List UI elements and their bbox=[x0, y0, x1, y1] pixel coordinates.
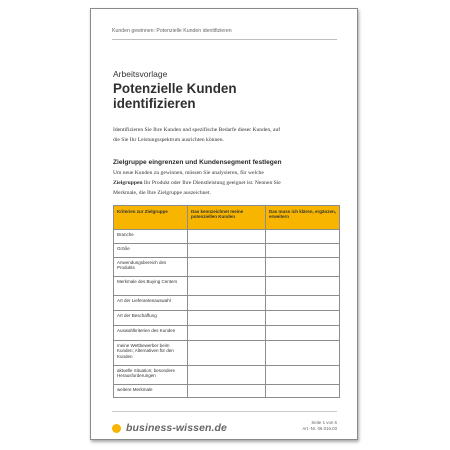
row-label: weitere Merkmale bbox=[114, 385, 188, 398]
input-cell[interactable] bbox=[188, 296, 266, 311]
column-header-clarify: Das muss ich klären, ergänzen, erweitern bbox=[266, 206, 340, 230]
row-label: aktuelle Situation; besondere Herausforderungen bbox=[114, 366, 188, 385]
input-cell[interactable] bbox=[188, 326, 266, 341]
row-label: Auswahlkriterien des Kunden bbox=[114, 326, 188, 341]
input-cell[interactable] bbox=[266, 311, 340, 326]
table-row bbox=[114, 258, 340, 277]
table-row bbox=[114, 230, 340, 244]
criteria-table bbox=[113, 205, 340, 398]
column-header-characteristics: Das kennzeichnet meine potenziellen Kunden bbox=[188, 206, 266, 230]
table-row bbox=[114, 326, 340, 341]
body-line-2 bbox=[113, 179, 333, 189]
intro-paragraph bbox=[113, 126, 323, 145]
input-cell[interactable] bbox=[188, 277, 266, 296]
row-label: meine Wettbewerber beim Kunden; Alternativen für den Kunden bbox=[114, 341, 188, 366]
input-cell[interactable] bbox=[266, 366, 340, 385]
table-row bbox=[114, 385, 340, 398]
title-line-1: Potenzielle Kunden bbox=[113, 81, 237, 96]
section-paragraph bbox=[113, 169, 333, 198]
column-header-criteria: Kriterien zur Zielgruppe bbox=[114, 206, 188, 230]
article-number: Art.-Nr. 06.016.03 bbox=[302, 426, 337, 432]
input-cell[interactable] bbox=[266, 341, 340, 366]
input-cell[interactable] bbox=[188, 366, 266, 385]
table-row bbox=[114, 296, 340, 311]
document-page bbox=[90, 8, 358, 440]
input-cell[interactable] bbox=[188, 341, 266, 366]
footer-divider bbox=[112, 411, 337, 412]
title-line-2: identifizieren bbox=[113, 96, 196, 111]
page-number: Seite 1 von 6 bbox=[311, 420, 337, 425]
table-row bbox=[114, 277, 340, 296]
table-row bbox=[114, 244, 340, 258]
table-row bbox=[114, 341, 340, 366]
body-line-3: Merkmale, die Ihre Zielgruppe auszeichnet. bbox=[113, 189, 211, 196]
body-keyword: Zielgruppen bbox=[113, 179, 143, 186]
document-title bbox=[113, 81, 237, 111]
input-cell[interactable] bbox=[188, 244, 266, 258]
input-cell[interactable] bbox=[188, 311, 266, 326]
table-header-row bbox=[114, 206, 340, 230]
section-heading: Zielgruppe eingrenzen und Kundensegment festlegen bbox=[113, 159, 282, 166]
row-label: Größe bbox=[114, 244, 188, 258]
body-line-2-rest: Ihr Produkt oder Ihre Dienstleistung geeignet ist. Nennen Sie bbox=[142, 179, 281, 186]
input-cell[interactable] bbox=[266, 230, 340, 244]
input-cell[interactable] bbox=[188, 258, 266, 277]
row-label: Merkmale des Buying Centers bbox=[114, 277, 188, 296]
input-cell[interactable] bbox=[266, 244, 340, 258]
header-divider bbox=[112, 39, 337, 40]
intro-line-1: Identifizieren Sie Ihre Kunden und spezifische Bedarfe dieser Kunden, auf bbox=[113, 127, 281, 133]
table-row bbox=[114, 366, 340, 385]
input-cell[interactable] bbox=[266, 277, 340, 296]
logo-dot-icon bbox=[112, 424, 121, 433]
footer-info bbox=[302, 420, 337, 432]
input-cell[interactable] bbox=[266, 326, 340, 341]
brand-logo bbox=[112, 421, 227, 435]
input-cell[interactable] bbox=[266, 385, 340, 398]
input-cell[interactable] bbox=[188, 230, 266, 244]
row-label: Art der Lieferantenauswahl bbox=[114, 296, 188, 311]
page-header: Kunden gewinnen: Potenzielle Kunden identifizieren bbox=[112, 28, 232, 34]
input-cell[interactable] bbox=[266, 296, 340, 311]
table-row bbox=[114, 311, 340, 326]
row-label: Anwendungsbereich des Produkts bbox=[114, 258, 188, 277]
input-cell[interactable] bbox=[188, 385, 266, 398]
body-line-1: Um neue Kunden zu gewinnen, müssen Sie analysieren, für welche bbox=[113, 170, 264, 176]
row-label: Art der Beschaffung bbox=[114, 311, 188, 326]
input-cell[interactable] bbox=[266, 258, 340, 277]
row-label: Branche bbox=[114, 230, 188, 244]
document-subtitle: Arbeitsvorlage bbox=[113, 69, 168, 79]
intro-line-2: die Sie Ihr Leistungsspektrum ausrichten können. bbox=[113, 136, 224, 143]
logo-text: business-wissen.de bbox=[126, 422, 228, 434]
